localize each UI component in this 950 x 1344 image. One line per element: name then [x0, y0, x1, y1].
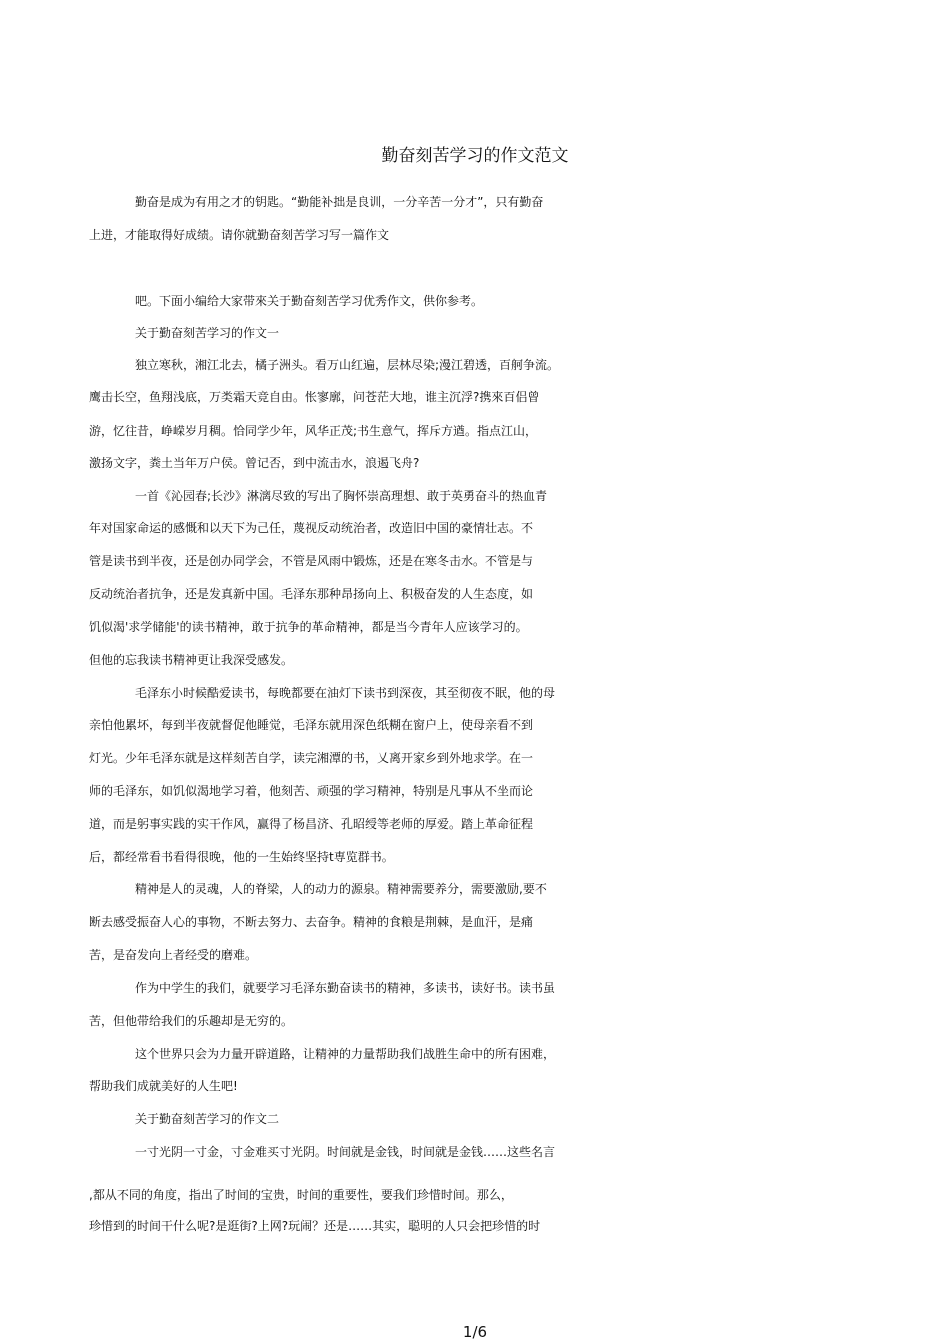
paragraph-line: 管是读书到半夜，还是创办同学会，不管是风雨中锻炼，还是在寒冬击水。不管是与 — [89, 554, 534, 568]
paragraph-line: 毛泽东小时候酷爱读书，每晚都要在油灯下读书到深夜，其至彻夜不眠，他的母 — [135, 686, 556, 700]
paragraph-line: 独立寒秋，湘江北去，橘子洲头。看万山红遍，层林尽染;漫江碧透，百舸争流。 — [135, 358, 560, 372]
paragraph-line: 勤奋是成为有用之才的钥匙。“勤能补拙是良训，一分辛苦一分才”，只有勤奋 — [135, 195, 544, 209]
paragraph-line: 道，而是躬事实践的实干作风，赢得了杨昌济、孔昭绶等老师的厚爱。踏上革命征程 — [89, 817, 534, 831]
page-number: 1/6 — [462, 1323, 488, 1341]
paragraph-line: 作为中学生的我们，就要学习毛泽东勤奋读书的精神，多读书，读好书。读书虽 — [135, 981, 556, 995]
paragraph-line: 饥似渴'求学储能'的读书精神，敢于抗争的革命精神，都是当今青年人应该学习的。 — [89, 620, 528, 634]
paragraph-line: 亲怕他累坏，每到半夜就督促他睡觉，毛泽东就用深色纸糊在窗户上，使母亲看不到 — [89, 718, 534, 732]
paragraph-line: 珍惜到的时间干什么呢?是逛街?上网?玩闹？还是……其实，聪明的人只会把珍惜的时 — [89, 1219, 541, 1233]
paragraph-line: 师的毛泽东，如饥似渴地学习着，他刻苦、顽强的学习精神，特别是凡事从不坐而论 — [89, 784, 534, 798]
paragraph-line: 游，忆往昔，峥嵘岁月稠。恰同学少年，风华正茂;书生意气，挥斥方遒。指点江山， — [89, 424, 538, 438]
paragraph-line: 精神是人的灵魂，人的脊梁，人的动力的源泉。精神需要养分，需要激励,要不 — [135, 882, 547, 896]
paragraph-line: 激扬文字，粪土当年万户侯。曾记否，到中流击水，浪遏飞舟? — [89, 456, 420, 470]
paragraph-line: 上进，才能取得好成绩。请你就勤奋刻苦学习写一篇作文 — [89, 228, 390, 242]
paragraph-line: 吧。下面小编给大家带來关于勤奋刻苦学习优秀作文，供你参考。 — [135, 294, 484, 308]
paragraph-line: 帮助我们成就美好的人生吧! — [89, 1079, 238, 1093]
paragraph-line: 这个世界只会为力量开辟道路，让精神的力量帮助我们战胜生命中的所有困难， — [135, 1047, 556, 1061]
paragraph-line: 苦，但他带给我们的乐趣却是无穷的。 — [89, 1014, 294, 1028]
paragraph-line: 一首《沁园春;长沙》淋漓尽致的写出了胸怀崇高理想、敢于英勇奋斗的热血青 — [135, 489, 548, 503]
document-title: 勤奋刻苦学习的作文范文 — [381, 146, 569, 166]
section-heading: 关于勤奋刻苦学习的作文一 — [135, 326, 280, 340]
paragraph-line: 但他的忘我读书精神更让我深受感发。 — [89, 653, 294, 667]
paragraph-line: 鹰击长空，鱼翔浅底，万类霜天竞自由。怅寥廓，问苍茫大地，谁主沉浮?携來百侣曾 — [89, 390, 540, 404]
paragraph-line: ,都从不同的角度，指出了时间的宝贵，时间的重要性，要我们珍惜时间。那么， — [89, 1188, 513, 1202]
paragraph-line: 一寸光阴一寸金，寸金难买寸光阴。时间就是金钱，时间就是金钱……这些名言 — [135, 1145, 556, 1159]
paragraph-line: 后，都经常看书看得很晚，他的一生始终坚持t専览群书。 — [89, 850, 394, 864]
paragraph-line: 苦，是奋发向上者经受的磨难。 — [89, 948, 258, 962]
paragraph-line: 年对国家命运的感慨和以天下为己任，蔑视反动统治者，改造旧中国的豪情壮志。不 — [89, 521, 534, 535]
section-heading: 关于勤奋刻苦学习的作文二 — [135, 1112, 280, 1126]
paragraph-line: 断去感受振奋人心的事物，不断去努力、去奋争。精神的食粮是荆棘，是血汗，是痛 — [89, 915, 534, 929]
paragraph-line: 灯光。少年毛泽东就是这样刻苦自学，读完湘潭的书，乂离开家乡到外地求学。在一 — [89, 751, 534, 765]
paragraph-line: 反动统治者抗争，还是发真新中国。毛泽东那种昂扬向上、积极奋发的人生态度，如 — [89, 587, 534, 601]
